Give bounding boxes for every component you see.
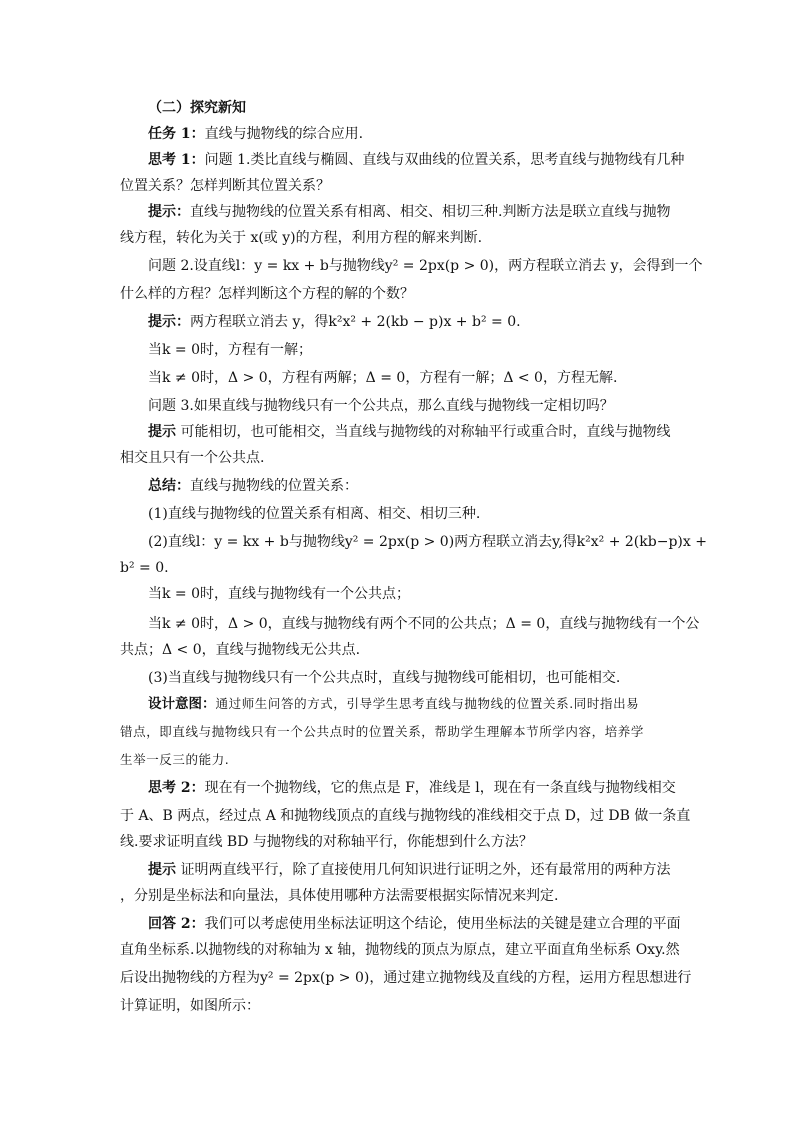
hint1-text: 直线与抛物线的位置关系有相离、相交、相切三种.判断方法是联立直线与抛物 (190, 204, 671, 220)
design-line3: 生举一反三的能力. (120, 752, 230, 767)
hint2-case1: 当k = 0时，方程有一解； (148, 342, 313, 358)
hint4-line2: ，分别是坐标法和向量法，具体使用哪种方法需要根据实际情况来判定. (120, 888, 559, 904)
design-line2: 错点，即直线与抛物线只有一个公共点时的位置关系，帮助学生理解本节所学内容，培养学 (120, 724, 645, 739)
hint2-line (148, 312, 521, 332)
task1-label: 任务 1： (148, 126, 205, 142)
answer2-label: 回答 2： (148, 916, 205, 932)
hint1-line2: 线方程，转化为关于 x(或 y)的方程，利用方程的解来判断. (120, 230, 483, 246)
q2-line1: 问题 2.设直线l：y = kx + b与抛物线y² = 2px(p > 0)，两方程联立消去 y，会得到一个 (148, 258, 703, 274)
task1-text: 直线与抛物线的综合应用. (204, 126, 364, 142)
q3-line: 问题 3.如果直线与抛物线只有一个公共点，那么直线与抛物线一定相切吗？ (148, 398, 614, 414)
summary-title-line (148, 476, 358, 496)
summary-label: 总结： (148, 478, 190, 494)
hint4-label: 提示 (148, 862, 176, 878)
q2-line2: 什么样的方程？怎样判断这个方程的解的个数？ (120, 286, 414, 302)
section-title: （二）探究新知 (148, 100, 246, 116)
hint4-line1 (148, 860, 670, 880)
summary-title: 直线与抛物线的位置关系： (190, 478, 358, 494)
think1-text: 问题 1.类比直线与椭圆、直线与双曲线的位置关系，思考直线与抛物线有几种 (204, 152, 685, 168)
hint1-label: 提示： (148, 204, 190, 220)
hint3-line1 (148, 422, 670, 442)
summary-item2-line1: (2)直线l：y = kx + b与抛物线y² = 2px(p > 0)两方程联立消去y,得k²x² + 2(kb−p)x + (148, 534, 707, 550)
hint3-label: 提示 (148, 424, 176, 440)
hint1-line1 (148, 202, 670, 222)
summary-case1: 当k = 0时，直线与抛物线有一个公共点； (148, 586, 411, 602)
design-line1 (148, 694, 639, 714)
think2-line3: 线.要求证明直线 BD 与抛物线的对称轴平行，你能想到什么方法？ (120, 834, 533, 850)
hint4-text: 证明两直线平行，除了直接使用几何知识进行证明之外，还有最常用的两种方法 (176, 862, 671, 878)
task1-paragraph (148, 124, 363, 144)
hint2-case2: 当k ≠ 0时，Δ > 0，方程有两解；Δ = 0，方程有一解；Δ < 0，方程无解. (148, 370, 618, 386)
design-label: 设计意图： (148, 696, 216, 712)
answer2-text: 我们可以考虑使用坐标法证明这个结论，使用坐标法的关键是建立合理的平面 (204, 916, 681, 932)
think1-label: 思考 1： (148, 152, 205, 168)
hint3-line2: 相交且只有一个公共点. (120, 450, 265, 466)
think2-label: 思考 2： (148, 780, 205, 796)
summary-item3: (3)当直线与抛物线只有一个公共点时，直线与抛物线可能相切，也可能相交. (148, 670, 621, 686)
answer2-line4: 计算证明，如图所示： (120, 998, 260, 1014)
hint3-text: 可能相切，也可能相交，当直线与抛物线的对称轴平行或重合时，直线与抛物线 (176, 424, 671, 440)
summary-case2-line1: 当k ≠ 0时，Δ > 0，直线与抛物线有两个不同的公共点；Δ = 0，直线与抛物线有一个公 (148, 616, 700, 632)
think2-text: 现在有一个抛物线，它的焦点是 F，准线是 l，现在有一条直线与抛物线相交 (204, 780, 676, 796)
think1-line2: 位置关系？怎样判断其位置关系？ (120, 178, 330, 194)
hint2-text: 两方程联立消去 y，得k²x² + 2(kb − p)x + b² = 0. (190, 314, 521, 330)
answer2-line1 (148, 914, 681, 934)
answer2-line2: 直角坐标系.以抛物线的对称轴为 x 轴，抛物线的顶点为原点，建立平面直角坐标系 Oxy.然 (120, 942, 680, 958)
think2-line2: 于 A、B 两点，经过点 A 和抛物线顶点的直线与抛物线的准线相交于点 D，过 DB 做一条直 (120, 808, 691, 824)
think2-line1 (148, 778, 676, 798)
summary-item2-line2: b² = 0. (120, 560, 169, 576)
answer2-line3: 后设出抛物线的方程为y² = 2px(p > 0)，通过建立抛物线及直线的方程，运用方程思想进行 (120, 970, 692, 986)
think1-line1 (148, 150, 684, 170)
hint2-label: 提示： (148, 314, 190, 330)
summary-item1: (1)直线与抛物线的位置关系有相离、相交、相切三种. (148, 506, 481, 522)
summary-case2-line2: 共点；Δ < 0，直线与抛物线无公共点. (120, 642, 361, 658)
design-text: 通过师生问答的方式，引导学生思考直线与抛物线的位置关系.同时指出易 (215, 696, 640, 711)
